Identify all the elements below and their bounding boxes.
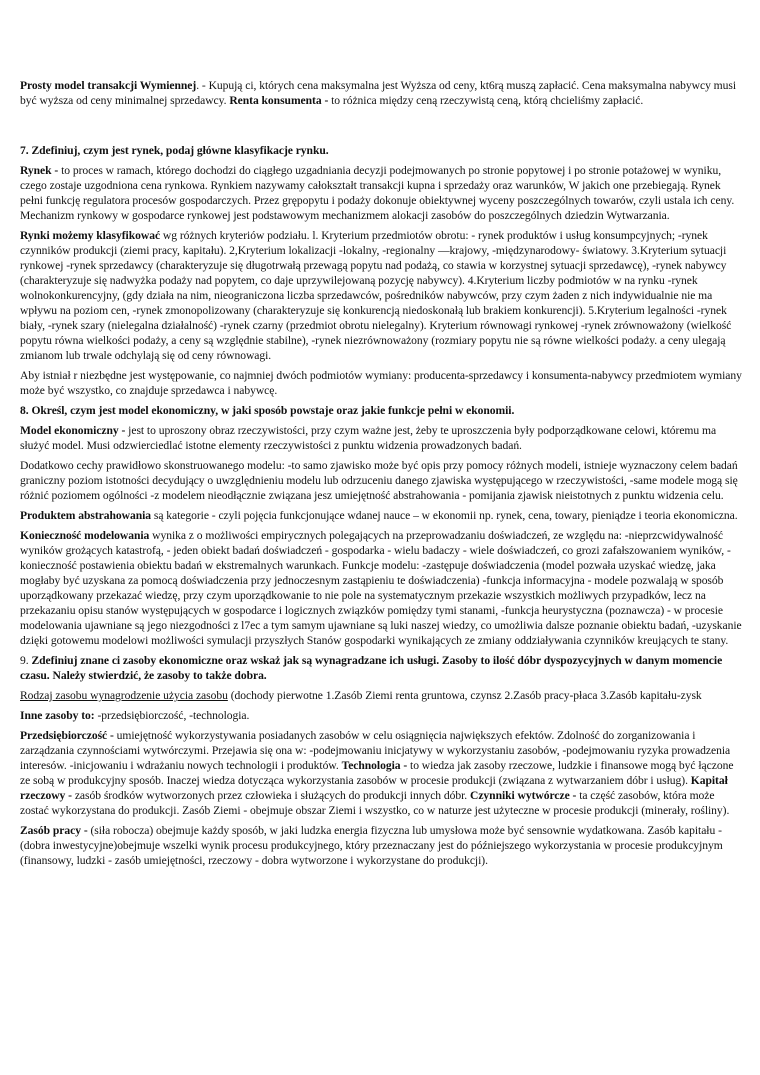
term-simple-exchange-model: Prosty model transakcji Wymiennej (20, 79, 197, 92)
paragraph-text: . - Kupują ci, których cena maksymalna jest Wyższa od ceny, kt6rą muszą zapłacić. Cena maksymalna nabywcy musi być wyższa od ceny minimalnej sprzedawcy. (20, 79, 737, 107)
paragraph-market-definition (20, 163, 742, 223)
paragraph-text: (siła robocza) obejmuje każdy sposób, w jaki ludzka energia fizyczna lub umysłowa może być sensownie wydatkowana. Zasób kapitału - (dobra inwestycyjne)obejmuje wszelki wynik procesu produkcyjnego, który przeznaczany jest do późniejszego wykorzystania w procesie produkcyjnym (finansowy, ludzki - zasób umiejętności, rzeczowy - dobra wytworzone i wykorzystane do produkcji). (20, 824, 723, 867)
paragraph-labor-resource (20, 823, 742, 868)
term-production-factors: Czynniki wytwórcze - (470, 789, 577, 802)
term-consumer-surplus: Renta konsumenta - (229, 94, 329, 107)
term-other-resources: Inne zasoby to: (20, 709, 95, 722)
term-economic-model: Model ekonomiczny - (20, 424, 126, 437)
paragraph-transaction-model (20, 78, 742, 108)
question-9-heading (20, 653, 742, 683)
term-entrepreneurship: Przedsiębiorczość - (20, 729, 114, 742)
paragraph-text: zasób środków wytworzonych przez człowieka i służących do produkcji innych dóbr. (71, 789, 470, 802)
paragraph-text: ta część zasobów, która może zostać wykorzystana do produkcji. Zasób Ziemi - obejmuje obszar Ziemi i wszystko, co w naturze jest użyteczne w procesie produkcji (minerały, rośliny). (20, 789, 730, 817)
paragraph-text: -przedsiębiorczość, -technologia. (94, 709, 250, 722)
heading-text: 7. Zdefiniuj, czym jest rynek, podaj główne klasyfikacje rynku. (20, 144, 329, 157)
paragraph-modeling-necessity (20, 528, 742, 648)
paragraph-resource-types (20, 688, 742, 703)
term-technology: Technologia - (341, 759, 408, 772)
paragraph-text: to proces w ramach, którego dochodzi do ciągłego uzgadniania decyzji podejmowanych po stronie popytowej i po stronie potażowej w wyniku, czego zostaje uzgodniona cena rynkowa. Rynkiem nazywamy całokształt transakcji kupna i sprzedaży oraz warunków, W jakich one przebiegają. Rynek pełni funkcję regulatora procesów gospodarczych. Przez grępopytu i podaży dokonuje obiektywnej wyceny poszczególnych towarów, czyli ustala ich ceny. Mechanizm rynkowy w gospodarce rynkowej jest podstawowym mechanizmem alokacji zasobów do poszczególnych dziedzin Wytwarzania. (20, 164, 735, 222)
paragraph-text: są kategorie - czyli pojęcia funkcjonujące wdanej nauce – w ekonomii np. rynek, cena, towary, pieniądze i teoria ekonomiczna. (151, 509, 738, 522)
question-7-heading (20, 143, 742, 158)
paragraph-text: umiejętność wykorzystywania posiadanych zasobów w celu osiągnięcia największych efektów. Zdolność do zorganizowania i zarządzania czynnościami wytwórczymi. Przejawia się ona w: -podejmowaniu inicjatywy w wykorzystaniu zasobów, -podejmowaniu ryzyka prowadzenia interesów. -inicjowaniu i wdrażaniu nowych technologii i produktów. (20, 729, 731, 772)
paragraph-other-resources (20, 708, 742, 723)
paragraph-market-existence: Aby istniał r niezbędne jest występowanie, co najmniej dwóch podmiotów wymiany: producenta-sprzedawcy i konsumenta-nabywcy przedmiotem wymiany może być wszystko, co znajduje sprzedawca i nabywcę. (20, 369, 742, 397)
document-page (20, 78, 742, 873)
underlined-resource-heading: Rodzaj zasobu wynagrodzenie użycia zasobu (20, 689, 228, 702)
paragraph-text: wg różnych kryteriów podziału. l. Kryterium przedmiotów obrotu: - rynek produktów i usług konsumpcyjnych; -rynek czynników produkcji (ziemi pracy, kapitału). 2,Kryterium lokalizacji -lokalny, -regionalny —krajowy, -międzynarodowy- światowy. 3.Kryterium sytuacji rynkowej -rynek sprzedawcy (charakteryzuje się długotrwałą przewagą popytu nad podażą, co stawia w korzystnej sytuacji sprzedawcę), -rynek nabywcy (charakteryzuje się nadwyżka podaży nad popytem, co daje uprzywilejowaną pozycję nabywcy). 4.Kryterium liczby podmiotów w na rynku -rynek wolnokonkurencyjny, (gdy działa na nim, nieograniczona liczba sprzedawców, pośredników nabywców, przy czym żaden z nich indywidualnie nie ma wpływu na poziom cen, -rynek zmonopolizowany (charakteryzuje się konkurencją niedoskonałą lub brakiem konkurencji). 5.Kryterium legalności -rynek biały, -rynek szary (nielegalna działalność) -rynek czarny (przedmiot obrotu nielegalny). Kryterium równowagi rynkowej -rynek zrównoważony (wielkość popytu równa wielkości podaży, a ceny są względnie stabilne), -rynek niezrównoważony (rozmiary popytu nie są równe wielkości podaży. a ceny ulegają zmianom lub trwale odchylają się od ceny równowagi. (20, 229, 732, 362)
paragraph-model-features: Dodatkowo cechy prawidłowo skonstruowanego modelu: -to samo zjawisko może być opis przy pomocy różnych modeli, istnieje wyznaczony celem badań graniczny poziom istotności decydujący o uwzględnieniu modelu lub odrzuceniu danego zjawiska występującego w rzeczywistości, -same modele mogą się różnić poziomem ogólności -z modelem nieodłącznie związana jesz umiejętność abstrahowania - pomijania zjawisk nieistotnych z punktu widzenia celu. (20, 459, 738, 502)
paragraph-economic-model (20, 423, 742, 453)
paragraph-entrepreneurship (20, 728, 742, 818)
term-modeling-necessity: Konieczność modelowania (20, 529, 150, 542)
term-market-classification: Rynki możemy klasyfikować (20, 229, 161, 242)
paragraph-text: jest to uproszony obraz rzeczywistości, przy czym ważne jest, żeby te uproszczenia były podporządkowane celowi, któremu ma służyć model. Musi odzwierciedlać istotne elementy rzeczywistości z punktu widzenia prowadzonych badań. (20, 424, 717, 452)
paragraph-text: (dochody pierwotne 1.Zasób Ziemi renta gruntowa, czynsz 2.Zasób pracy-płaca 3.Zasób kapitału-zysk (227, 689, 702, 702)
term-physical-capital: Kapitał rzeczowy - (20, 774, 728, 802)
heading-text: 8. Określ, czym jest model ekonomiczny, w jaki sposób powstaje oraz jakie funkcje pełni w ekonomii. (20, 404, 515, 417)
heading-number: 9. (20, 654, 32, 667)
paragraph-text: to wiedza jak zasoby rzeczowe, ludzkie i finansowe mogą być łączone ze sobą w produkcyjny sposób. Inaczej wiedza dotycząca wykorzystania zasobów w procesie produkcji (związana z wytwarzaniem dóbr i usług). (20, 759, 734, 787)
paragraph-text: to różnica między ceną rzeczywistą ceną, którą chcieliśmy zapłacić. (328, 94, 644, 107)
term-market: Rynek - (20, 164, 59, 177)
paragraph-market-classification (20, 228, 742, 363)
heading-text: Zdefiniuj znane ci zasoby ekonomiczne oraz wskaż jak są wynagradzane ich usługi. Zasoby to ilość dóbr dyspozycyjnych w danym momencie czasu. Należy stwierdzić, że zasoby to także dobra. (20, 654, 723, 682)
term-abstraction-product: Produktem abstrahowania (20, 509, 152, 522)
term-labor-resource: Zasób pracy - (20, 824, 88, 837)
question-8-heading (20, 403, 742, 418)
spacer (20, 113, 742, 143)
paragraph-text: wynika z o możliwości empirycznych polegających na przeprowadzaniu doświadczeń, ze względu na: -nieprzcwidywalność wyników grożących katastrofą, - jeden obiekt badań doświadczeń - gospodarka - wielu badaczy - wiele doświadczeń, co grozi zafałszowaniem wyników, -konieczność postawienia obiektu badań w ekstremalnych warunkach. Funkcje modelu: -zastępuje doświadczenia (model pozwała uzyskać wiedzę, jaka mogłaby być uzyskana za pomocą doświadczenia przy jednoczesnym zastąpieniu te doświadczenia) -funkcja informacyjna - modele pozwalają w sposób uporządkowany przekazać wiedzę, przy czym uporządkowanie to nie pole na systematycznym przekazie wszystkich możliwych przypadków, lecz na przekazaniu opisu stanów występujących w gospodarce i logicznych związków pomiędzy tymi stanami, -funkcja heurystyczna (poznawcza) - w procesie modelowania ujawniane są jego niezgodności z l7ec a tym samym ujawniane są luki naszej wiedzy, co umożliwia dalsze poznanie obiektu badań, -uzyskanie dzięki gotowemu modelowi możliwości symulacji przyszłych Stanów gospodarki wynikających ze zmiany oddziaływania czynników kreujących te stany. (20, 529, 742, 647)
paragraph-abstraction-product (20, 508, 742, 523)
